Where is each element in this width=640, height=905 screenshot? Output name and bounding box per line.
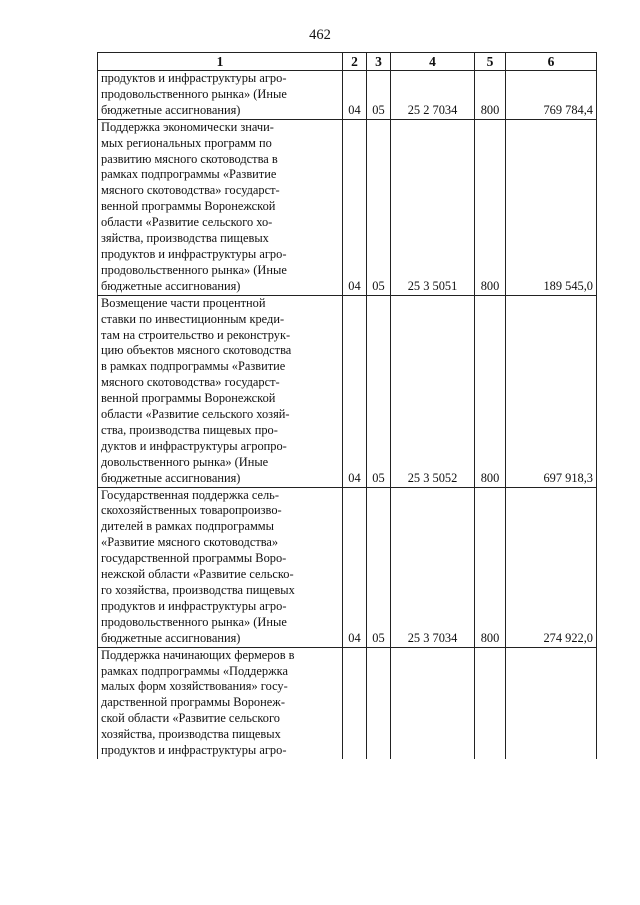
row-description: Поддержка экономически значи- мых региональных программ по развитию мясного скотоводства в рамках подпрограммы «Развитие мясного скотоводства» государст- венной программы Воронежской области «Развитие сельского хо- зяйства, производства пищевых продуктов и инфраструктуры агро- продовольственного рынка» (Иные бюджетные ассигнования) bbox=[98, 119, 343, 295]
column-header: 3 bbox=[367, 53, 391, 71]
row-target-article-code bbox=[391, 647, 475, 759]
table-row bbox=[98, 71, 597, 120]
row-subsection-code: 05 bbox=[367, 71, 391, 120]
table-row bbox=[98, 119, 597, 295]
column-header: 5 bbox=[475, 53, 506, 71]
table-row bbox=[98, 647, 597, 759]
row-expense-type-code: 800 bbox=[475, 119, 506, 295]
budget-table bbox=[97, 52, 597, 759]
table-row bbox=[98, 295, 597, 487]
row-subsection-code: 05 bbox=[367, 295, 391, 487]
column-header: 2 bbox=[343, 53, 367, 71]
row-amount: 769 784,4 bbox=[506, 71, 597, 120]
table-header-row bbox=[98, 53, 597, 71]
row-amount: 274 922,0 bbox=[506, 487, 597, 647]
row-subsection-code: 05 bbox=[367, 487, 391, 647]
row-subsection-code bbox=[367, 647, 391, 759]
row-description: Государственная поддержка сель- скохозяйственных товаропроизво- дителей в рамках подпрограммы «Развитие мясного скотоводства» государственной программы Воро- нежской области «Развитие сельско- го хозяйства, производства пищевых продуктов и инфраструктуры агро- продовольственного рынка» (Иные бюджетные ассигнования) bbox=[98, 487, 343, 647]
row-section-code: 04 bbox=[343, 119, 367, 295]
column-header: 4 bbox=[391, 53, 475, 71]
row-expense-type-code: 800 bbox=[475, 295, 506, 487]
row-target-article-code: 25 3 7034 bbox=[391, 487, 475, 647]
row-expense-type-code bbox=[475, 647, 506, 759]
column-header: 1 bbox=[98, 53, 343, 71]
row-amount: 189 545,0 bbox=[506, 119, 597, 295]
row-target-article-code: 25 2 7034 bbox=[391, 71, 475, 120]
page-number: 462 bbox=[309, 27, 331, 43]
row-expense-type-code: 800 bbox=[475, 487, 506, 647]
row-section-code: 04 bbox=[343, 487, 367, 647]
row-amount: 697 918,3 bbox=[506, 295, 597, 487]
row-section-code: 04 bbox=[343, 71, 367, 120]
row-description: Возмещение части процентной ставки по инвестиционным креди- там на строительство и реконструк- цию объектов мясного скотоводства в рамках подпрограммы «Развитие мясного скотоводства» государст- венной программы Воронежской области «Развитие сельского хозяй- ства, производства пищевых про- дуктов и инфраструктуры агропро- довольственного рынка» (Иные бюджетные ассигнования) bbox=[98, 295, 343, 487]
row-section-code: 04 bbox=[343, 295, 367, 487]
row-expense-type-code: 800 bbox=[475, 71, 506, 120]
row-subsection-code: 05 bbox=[367, 119, 391, 295]
column-header: 6 bbox=[506, 53, 597, 71]
row-section-code bbox=[343, 647, 367, 759]
table-row bbox=[98, 487, 597, 647]
row-description: продуктов и инфраструктуры агро- продовольственного рынка» (Иные бюджетные ассигнования) bbox=[98, 71, 343, 120]
row-target-article-code: 25 3 5052 bbox=[391, 295, 475, 487]
row-amount bbox=[506, 647, 597, 759]
row-description: Поддержка начинающих фермеров в рамках подпрограммы «Поддержка малых форм хозяйствования» госу- дарственной программы Воронеж- ской области «Развитие сельского хозяйства, производства пищевых продуктов и инфраструктуры агро- bbox=[98, 647, 343, 759]
row-target-article-code: 25 3 5051 bbox=[391, 119, 475, 295]
